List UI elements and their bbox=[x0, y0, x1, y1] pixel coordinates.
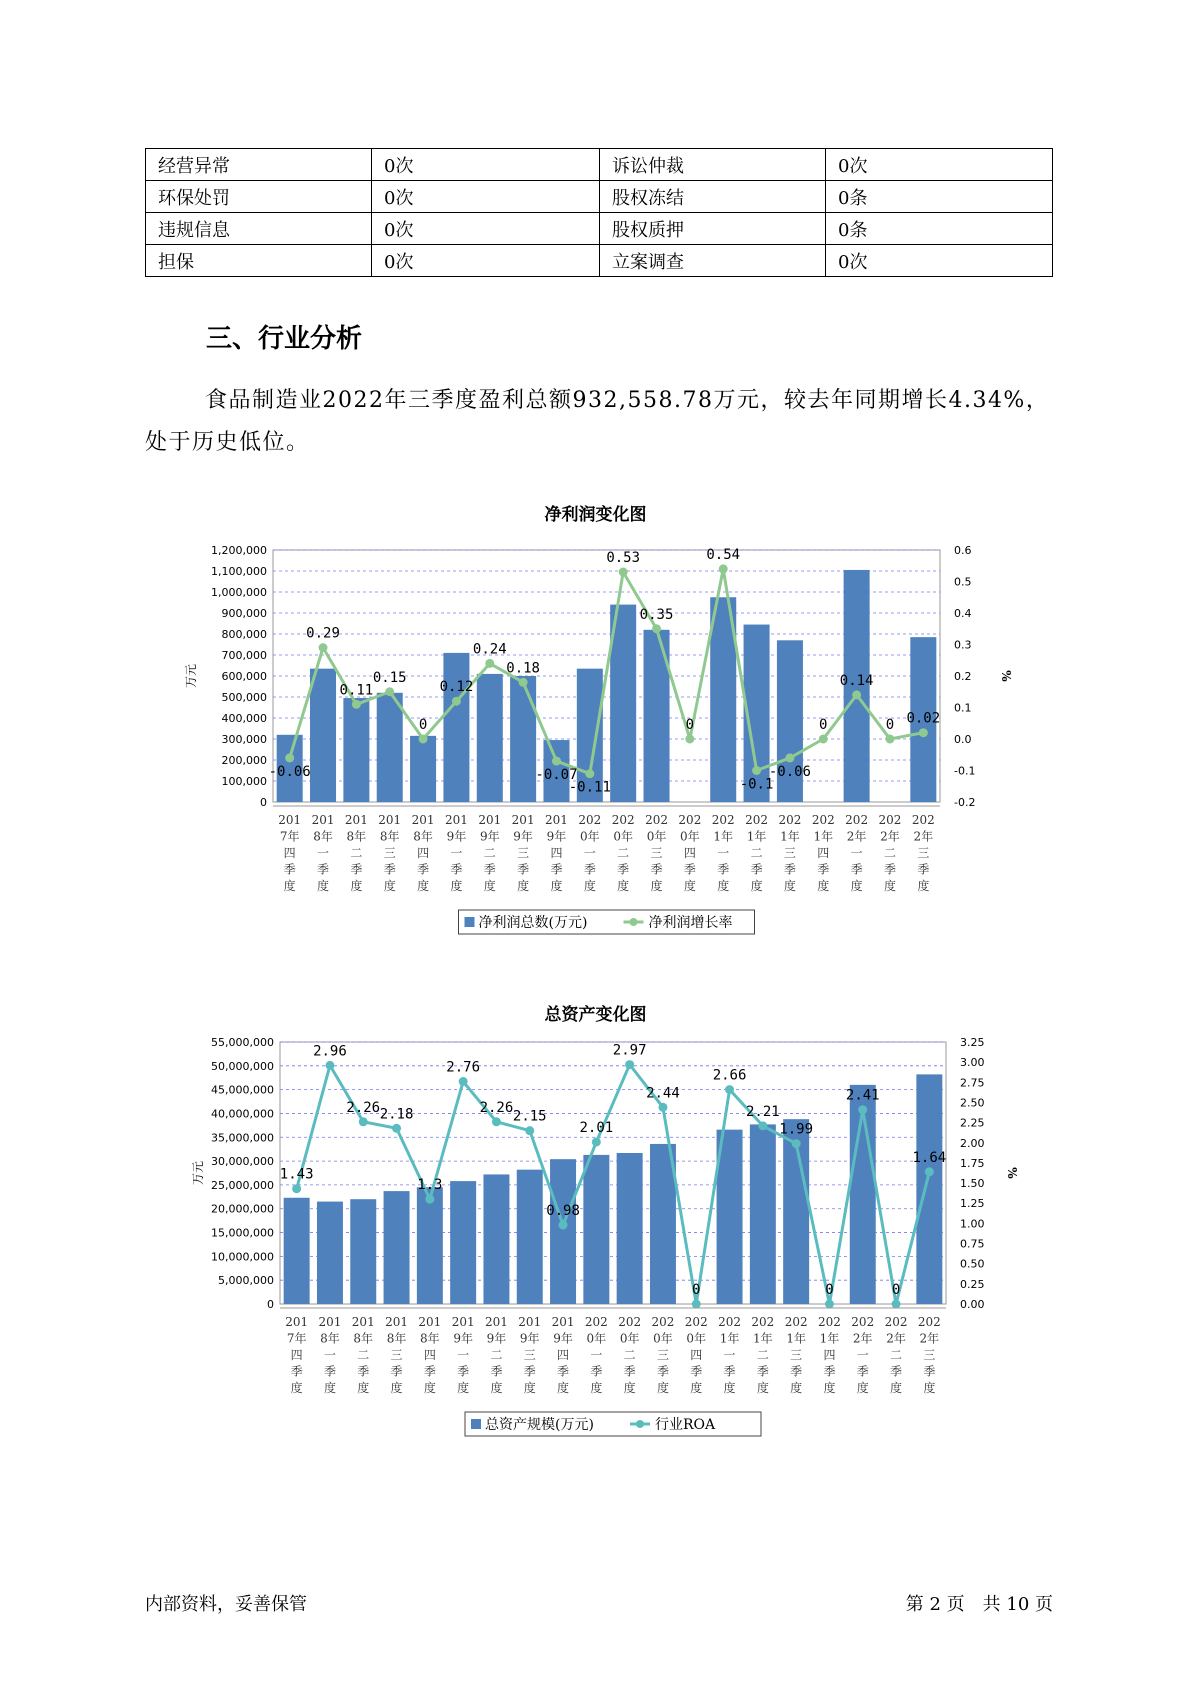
line-point bbox=[559, 1220, 568, 1229]
bar bbox=[916, 1074, 942, 1304]
x-tick-label: 201 9年三季度 bbox=[511, 813, 535, 893]
line-point bbox=[319, 643, 328, 652]
line-point bbox=[725, 1085, 734, 1094]
data-label: 0 bbox=[685, 717, 695, 733]
x-tick-label: 201 9年一季度 bbox=[444, 813, 468, 893]
x-tick-label: 201 9年二季度 bbox=[478, 813, 502, 893]
risk-table-row bbox=[146, 213, 1053, 245]
data-label: 2.41 bbox=[845, 1087, 880, 1104]
x-tick-label: 201 7年四季度 bbox=[278, 813, 302, 893]
data-label: -0.07 bbox=[535, 767, 578, 784]
data-label: 1.3 bbox=[417, 1177, 443, 1194]
risk-item-label: 立案调查 bbox=[600, 245, 826, 277]
y-left-tick-label: 300,000 bbox=[221, 733, 267, 746]
line-point bbox=[619, 568, 628, 577]
y-left-tick-label: 500,000 bbox=[221, 691, 267, 704]
data-label: 2.44 bbox=[646, 1085, 680, 1102]
data-label: 0.15 bbox=[372, 669, 407, 686]
data-label: 0 bbox=[891, 1282, 901, 1298]
y-left-tick-label: 5,000,000 bbox=[218, 1274, 274, 1288]
line-point bbox=[392, 1124, 401, 1133]
y-right-tick-label: 0.6 bbox=[954, 544, 972, 557]
data-label: 0 bbox=[885, 717, 895, 733]
y-right-tick-label: 0.25 bbox=[960, 1277, 985, 1291]
data-label: 0.18 bbox=[506, 660, 540, 677]
x-tick-label: 201 8年一季度 bbox=[318, 1315, 342, 1395]
line-point bbox=[285, 753, 294, 762]
data-label: -0.06 bbox=[768, 763, 812, 780]
y-right-tick-label: 0.0 bbox=[954, 733, 972, 746]
y-left-tick-label: 600,000 bbox=[221, 670, 267, 683]
net-profit-chart bbox=[0, 520, 1191, 960]
legend-line-label: 行业ROA bbox=[655, 1417, 716, 1433]
y-left-tick-label: 400,000 bbox=[221, 712, 267, 725]
line-point bbox=[359, 1117, 368, 1126]
x-tick-label: 201 7年四季度 bbox=[285, 1315, 309, 1395]
risk-table-row bbox=[146, 149, 1053, 181]
line-point bbox=[652, 624, 661, 633]
risk-item-value: 0次 bbox=[372, 181, 600, 213]
bar bbox=[310, 669, 336, 802]
bar bbox=[617, 1153, 643, 1304]
data-label: 0.14 bbox=[839, 672, 874, 689]
x-tick-label: 202 1年一季度 bbox=[711, 813, 735, 893]
plot-frame bbox=[280, 1042, 946, 1304]
data-label: 1.43 bbox=[279, 1166, 314, 1183]
x-tick-label: 202 1年三季度 bbox=[784, 1315, 808, 1395]
line-point bbox=[692, 1300, 701, 1309]
x-tick-label: 202 0年二季度 bbox=[618, 1315, 642, 1395]
data-label: 2.26 bbox=[479, 1099, 514, 1116]
bar bbox=[284, 1198, 310, 1304]
y-right-tick-label: 1.00 bbox=[960, 1217, 985, 1231]
y-left-axis-title: 万元 bbox=[184, 663, 198, 689]
y-left-axis-title: 万元 bbox=[191, 1160, 205, 1186]
y-left-tick-label: 50,000,000 bbox=[211, 1059, 274, 1073]
x-tick-label: 201 9年一季度 bbox=[451, 1315, 475, 1395]
x-tick-label: 202 0年四季度 bbox=[678, 813, 702, 893]
line-point bbox=[758, 1121, 767, 1130]
line-point bbox=[492, 1117, 501, 1126]
data-label: 0.53 bbox=[606, 550, 641, 567]
risk-info-table bbox=[145, 148, 1053, 277]
legend-bar-swatch bbox=[465, 917, 475, 927]
bar bbox=[317, 1202, 343, 1304]
line-point bbox=[519, 678, 528, 687]
y-right-tick-label: 0.2 bbox=[954, 670, 972, 683]
x-tick-label: 201 8年三季度 bbox=[378, 813, 402, 893]
risk-item-value: 0次 bbox=[372, 245, 600, 277]
data-label: 0.98 bbox=[546, 1202, 580, 1219]
data-label: 2.76 bbox=[446, 1059, 481, 1076]
data-label: 0.24 bbox=[472, 641, 507, 658]
data-label: 0.02 bbox=[906, 710, 941, 727]
x-tick-label: 202 2年一季度 bbox=[845, 813, 869, 893]
bar bbox=[483, 1174, 509, 1304]
line-point bbox=[352, 700, 361, 709]
y-left-tick-label: 1,100,000 bbox=[211, 565, 267, 578]
data-label: 2.26 bbox=[346, 1099, 381, 1116]
bar bbox=[510, 676, 536, 802]
x-tick-label: 202 2年三季度 bbox=[917, 1315, 941, 1395]
total-assets-chart-title: 总资产变化图 bbox=[544, 1005, 647, 1025]
x-tick-label: 202 0年三季度 bbox=[651, 1315, 675, 1395]
y-right-tick-label: 1.75 bbox=[960, 1156, 985, 1170]
data-label: 2.01 bbox=[579, 1119, 614, 1136]
data-label: 2.96 bbox=[313, 1043, 347, 1060]
legend-line-marker bbox=[636, 1420, 644, 1428]
y-right-tick-label: 0.3 bbox=[954, 638, 972, 652]
risk-item-label: 环保处罚 bbox=[146, 181, 372, 213]
risk-item-label: 诉讼仲裁 bbox=[600, 149, 826, 181]
y-left-tick-label: 700,000 bbox=[221, 649, 267, 662]
y-left-tick-label: 0 bbox=[267, 1298, 274, 1311]
data-label: 0.54 bbox=[706, 546, 741, 563]
risk-item-label: 经营异常 bbox=[146, 149, 372, 181]
y-left-tick-label: 20,000,000 bbox=[211, 1202, 274, 1216]
bar bbox=[443, 653, 469, 802]
x-tick-label: 202 1年四季度 bbox=[811, 813, 835, 893]
y-left-tick-label: 55,000,000 bbox=[211, 1036, 274, 1049]
y-right-tick-label: 0.75 bbox=[960, 1237, 985, 1251]
y-right-tick-label: 0.00 bbox=[960, 1298, 985, 1311]
line-point bbox=[425, 1195, 434, 1204]
y-right-tick-label: -0.2 bbox=[954, 796, 976, 809]
x-tick-label: 201 9年二季度 bbox=[484, 1315, 508, 1395]
risk-item-value: 0次 bbox=[826, 245, 1053, 277]
line-point bbox=[585, 769, 594, 778]
line-point bbox=[459, 1077, 468, 1086]
bar bbox=[583, 1155, 609, 1304]
y-right-tick-label: 2.00 bbox=[960, 1136, 985, 1150]
legend-bar-swatch bbox=[471, 1419, 481, 1429]
legend-line-marker bbox=[630, 918, 638, 926]
data-label: 2.66 bbox=[712, 1067, 747, 1084]
y-left-tick-label: 200,000 bbox=[221, 754, 267, 767]
footer-confidential: 内部资料，妥善保管 bbox=[145, 1594, 307, 1615]
line-point bbox=[685, 735, 694, 744]
bar bbox=[343, 698, 369, 802]
x-tick-label: 202 0年一季度 bbox=[584, 1315, 608, 1395]
y-right-tick-label: 3.25 bbox=[960, 1036, 985, 1049]
data-label: 2.15 bbox=[512, 1108, 547, 1125]
risk-item-label: 担保 bbox=[146, 245, 372, 277]
risk-table-row bbox=[146, 181, 1053, 213]
bar bbox=[417, 1187, 443, 1304]
y-right-tick-label: 2.50 bbox=[960, 1096, 985, 1110]
x-tick-label: 202 0年三季度 bbox=[645, 813, 668, 893]
data-label: 0 bbox=[692, 1282, 701, 1298]
y-right-tick-label: 1.50 bbox=[960, 1177, 985, 1191]
data-label: -0.1 bbox=[739, 776, 774, 793]
line-point bbox=[885, 735, 894, 744]
data-label: 0 bbox=[418, 717, 428, 733]
x-tick-label: 202 2年三季度 bbox=[911, 813, 935, 893]
data-label: 0.29 bbox=[306, 625, 340, 642]
x-tick-label: 202 1年二季度 bbox=[745, 813, 769, 893]
x-tick-label: 201 8年一季度 bbox=[311, 813, 335, 893]
x-tick-label: 202 1年一季度 bbox=[718, 1315, 742, 1395]
x-tick-label: 201 9年三季度 bbox=[518, 1315, 542, 1395]
bar bbox=[377, 693, 403, 802]
bar bbox=[550, 1159, 576, 1304]
line-point bbox=[325, 1061, 334, 1070]
risk-item-value: 0次 bbox=[826, 149, 1053, 181]
bar bbox=[384, 1191, 410, 1304]
data-label: 0 bbox=[825, 1282, 834, 1298]
bar bbox=[450, 1181, 476, 1304]
data-label: 0.35 bbox=[639, 606, 674, 623]
y-left-tick-label: 45,000,000 bbox=[211, 1083, 274, 1097]
risk-item-label: 违规信息 bbox=[146, 213, 372, 245]
risk-item-value: 0次 bbox=[372, 149, 600, 181]
bar bbox=[750, 1124, 776, 1304]
legend-line-label: 净利润增长率 bbox=[648, 915, 733, 931]
data-label: 2.21 bbox=[745, 1103, 780, 1120]
net-profit-chart-title: 净利润变化图 bbox=[544, 505, 647, 525]
risk-item-label: 股权冻结 bbox=[600, 181, 826, 213]
data-label: 1.64 bbox=[912, 1149, 947, 1166]
y-left-tick-label: 0 bbox=[260, 796, 267, 809]
x-tick-label: 202 1年四季度 bbox=[817, 1315, 841, 1395]
y-left-tick-label: 1,000,000 bbox=[211, 586, 267, 599]
y-left-tick-label: 40,000,000 bbox=[211, 1107, 274, 1121]
line-point bbox=[525, 1126, 534, 1135]
bar bbox=[350, 1199, 376, 1304]
y-right-tick-label: 1.25 bbox=[960, 1197, 985, 1211]
line-point bbox=[858, 1105, 867, 1114]
x-tick-label: 201 8年四季度 bbox=[418, 1315, 442, 1395]
line-point bbox=[452, 697, 461, 706]
legend-bar-label: 净利润总数(万元) bbox=[478, 915, 588, 931]
x-tick-label: 202 2年一季度 bbox=[851, 1315, 875, 1395]
y-left-tick-label: 10,000,000 bbox=[211, 1250, 274, 1264]
y-left-tick-label: 15,000,000 bbox=[211, 1226, 274, 1240]
x-tick-label: 202 2年二季度 bbox=[884, 1315, 908, 1395]
y-right-axis-title: % bbox=[999, 670, 1013, 682]
y-right-tick-label: 0.4 bbox=[954, 607, 972, 620]
x-tick-label: 202 2年二季度 bbox=[878, 813, 902, 893]
bar bbox=[517, 1170, 543, 1304]
data-label: 2.18 bbox=[379, 1106, 414, 1123]
x-tick-label: 201 8年四季度 bbox=[411, 813, 435, 893]
y-right-tick-label: 2.75 bbox=[960, 1076, 985, 1090]
data-label: -0.06 bbox=[268, 763, 311, 780]
x-tick-label: 201 8年二季度 bbox=[344, 813, 368, 893]
line-point bbox=[485, 659, 494, 668]
risk-item-value: 0条 bbox=[826, 213, 1053, 245]
line-point bbox=[852, 690, 861, 699]
data-label: 0.11 bbox=[339, 682, 374, 699]
x-tick-label: 202 1年二季度 bbox=[751, 1315, 775, 1395]
data-label: 2.97 bbox=[612, 1042, 647, 1059]
data-label: 0.12 bbox=[439, 679, 474, 696]
y-right-tick-label: -0.1 bbox=[954, 764, 976, 778]
line-point bbox=[552, 757, 561, 766]
y-left-tick-label: 30,000,000 bbox=[211, 1155, 274, 1169]
line-point bbox=[919, 728, 928, 737]
risk-table-row bbox=[146, 245, 1053, 277]
line-point bbox=[792, 1139, 801, 1148]
data-label: 1.99 bbox=[779, 1121, 814, 1138]
y-left-tick-label: 35,000,000 bbox=[211, 1131, 274, 1145]
y-right-axis-title: % bbox=[1005, 1167, 1019, 1179]
x-tick-label: 201 9年四季度 bbox=[551, 1315, 575, 1395]
data-label: 0 bbox=[819, 717, 828, 733]
y-right-tick-label: 3.00 bbox=[960, 1056, 985, 1070]
line-point bbox=[925, 1167, 934, 1176]
y-right-tick-label: 0.5 bbox=[954, 575, 972, 589]
x-tick-label: 202 1年三季度 bbox=[778, 813, 802, 893]
x-tick-label: 202 0年四季度 bbox=[684, 1315, 708, 1395]
legend-bar-label: 总资产规模(万元) bbox=[485, 1417, 594, 1433]
risk-item-value: 0条 bbox=[826, 181, 1053, 213]
line-point bbox=[385, 687, 394, 696]
footer-page-number: 第 2 页 共 10 页 bbox=[905, 1594, 1053, 1615]
line-point bbox=[419, 735, 428, 744]
bar bbox=[410, 736, 436, 802]
x-tick-label: 201 9年四季度 bbox=[545, 813, 568, 893]
y-left-tick-label: 1,200,000 bbox=[211, 544, 267, 557]
x-tick-label: 202 0年一季度 bbox=[578, 813, 602, 893]
y-left-tick-label: 800,000 bbox=[221, 628, 267, 641]
y-left-tick-label: 25,000,000 bbox=[211, 1178, 274, 1192]
line-point bbox=[292, 1184, 301, 1193]
line-point bbox=[625, 1060, 634, 1069]
x-tick-label: 202 0年二季度 bbox=[611, 813, 635, 893]
line-point bbox=[658, 1103, 667, 1112]
bar bbox=[477, 674, 503, 802]
line-point bbox=[752, 766, 761, 775]
y-right-tick-label: 0.1 bbox=[954, 701, 972, 715]
y-left-tick-label: 100,000 bbox=[221, 775, 267, 788]
data-label: -0.11 bbox=[568, 779, 611, 796]
x-tick-label: 201 8年三季度 bbox=[385, 1315, 409, 1395]
y-left-tick-label: 900,000 bbox=[221, 607, 267, 620]
line-point bbox=[719, 564, 728, 573]
total-assets-chart bbox=[0, 1022, 1191, 1472]
x-tick-label: 201 8年二季度 bbox=[351, 1315, 375, 1395]
risk-item-value: 0次 bbox=[372, 213, 600, 245]
y-right-tick-label: 0.50 bbox=[960, 1257, 985, 1271]
industry-summary-paragraph: 食品制造业2022年三季度盈利总额932,558.78万元，较去年同期增长4.34%，处于历史低位。 bbox=[145, 388, 1050, 455]
section-heading: 三、行业分析 bbox=[206, 324, 363, 354]
line-point bbox=[892, 1300, 901, 1309]
risk-item-label: 股权质押 bbox=[600, 213, 826, 245]
line-point bbox=[825, 1300, 834, 1309]
line-point bbox=[592, 1137, 601, 1146]
line-point bbox=[785, 753, 794, 762]
line-point bbox=[819, 735, 828, 744]
y-right-tick-label: 2.25 bbox=[960, 1116, 985, 1130]
